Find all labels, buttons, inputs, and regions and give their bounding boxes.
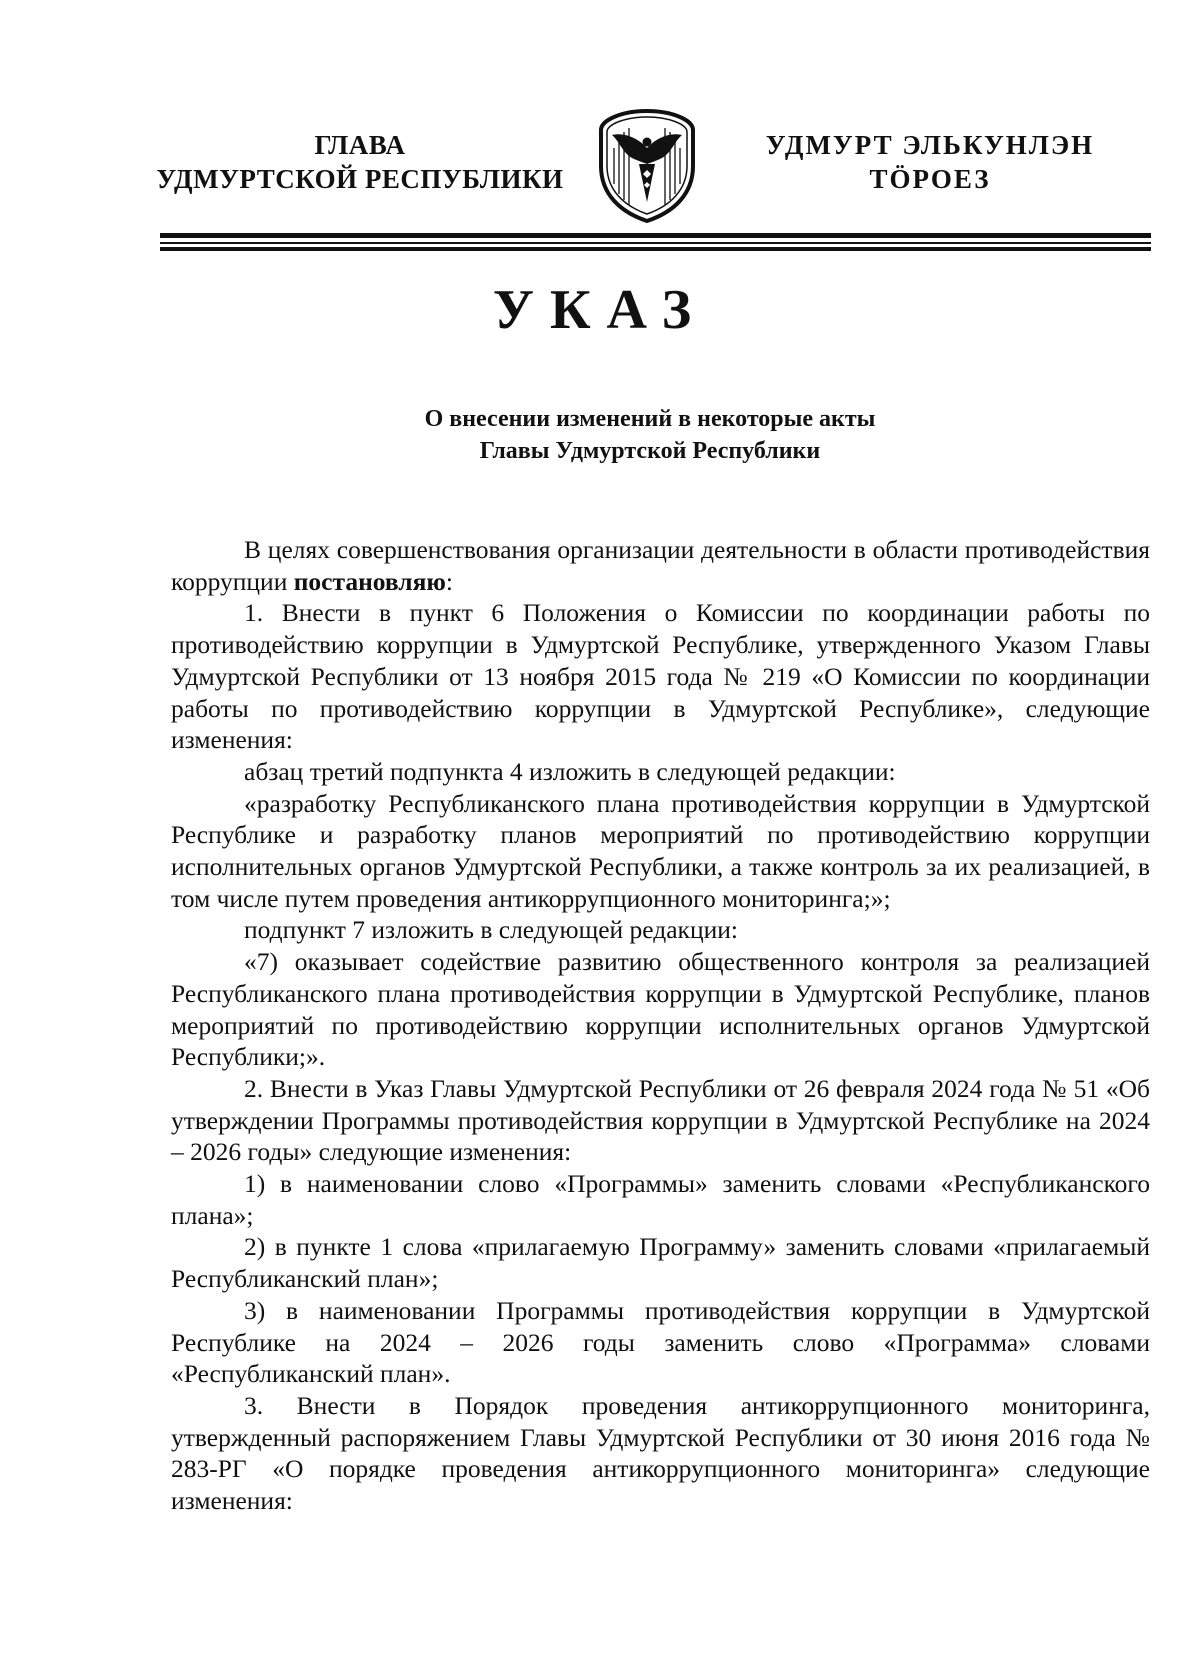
issuer-header-russian	[130, 128, 590, 196]
issuer-header-udmurt	[740, 128, 1120, 196]
paragraph-1: 1. Внести в пункт 6 Положения о Комиссии по координации работы по противодействию коррупции в Удмуртской Республике, утвержденного Указом Главы Удмуртской Республики от 13 ноября 2015 года № 219 «О Комиссии по координации работы по противодействию коррупции в Удмуртской Республике», следующие изменения:	[171, 598, 1150, 755]
paragraph-2: абзац третий подпункта 4 изложить в следующей редакции:	[244, 756, 896, 786]
issuer-line-1: ГЛАВА	[314, 130, 406, 160]
decree-subject	[300, 403, 1000, 467]
paragraph-5: «7) оказывает содействие развитию общественного контроля за реализацией Республиканского плана противодействия коррупции в Удмуртской Республике, планов мероприятий по противодействию коррупции исполнительных органов Удмуртской Республики;».	[171, 947, 1150, 1072]
header-rule-thin	[160, 242, 1151, 244]
subject-line-2: Главы Удмуртской Республики	[479, 438, 821, 464]
paragraph-7: 1) в наименовании слово «Программы» заменить словами «Республиканского плана»;	[171, 1169, 1150, 1230]
preamble-colon: :	[445, 566, 453, 596]
paragraph-6: 2. Внести в Указ Главы Удмуртской Республики от 26 февраля 2024 года № 51 «Об утверждении Программы противодействия коррупции в Удмуртской Республике на 2024 – 2026 годы» следующие изменения:	[171, 1073, 1150, 1167]
paragraph-3: «разработку Республиканского плана противодействия коррупции в Удмуртской Республике и разработку планов мероприятий по противодействию коррупции исполнительных органов Удмуртской Республики, а также контроль за их реализацией, в том числе путем проведения антикоррупционного мониторинга;»;	[171, 788, 1150, 913]
preamble-bold-word: постановляю	[293, 566, 446, 596]
subject-line-1: О внесении изменений в некоторые акты	[424, 406, 876, 432]
document-title: УКАЗ	[492, 279, 708, 341]
preamble-paragraph	[171, 534, 1150, 597]
paragraph-10: 3. Внести в Порядок проведения антикоррупционного мониторинга, утвержденный распоряжением Главы Удмуртской Республики от 30 июня 2016 года № 283-РГ «О порядке проведения антикоррупционного мониторинга» следующие изменения:	[171, 1390, 1150, 1516]
header-rule-thick	[160, 233, 1151, 238]
issuer-line-2: УДМУРТСКОЙ РЕСПУБЛИКИ	[156, 164, 564, 194]
header-rule-bottom	[160, 247, 1151, 251]
issuer-udmurt-line-2: ТӦРОЕЗ	[869, 164, 991, 194]
issuer-udmurt-line-1: УДМУРТ ЭЛЬКУНЛЭН	[765, 130, 1095, 160]
paragraph-8: 2) в пункте 1 слова «прилагаемую Программу» заменить словами «прилагаемый Республиканский план»;	[171, 1232, 1150, 1294]
paragraph-9: 3) в наименовании Программы противодействия коррупции в Удмуртской Республике на 2024 – 2026 годы заменить слово «Программа» словами «Республиканский план».	[171, 1295, 1150, 1389]
decree-body	[171, 534, 1150, 1517]
preamble-text: В целях совершенствования организации деятельности в области противодействия коррупции	[171, 535, 1150, 596]
coat-of-arms-emblem-icon	[594, 108, 700, 224]
paragraph-4: подпункт 7 изложить в следующей редакции:	[244, 915, 738, 945]
